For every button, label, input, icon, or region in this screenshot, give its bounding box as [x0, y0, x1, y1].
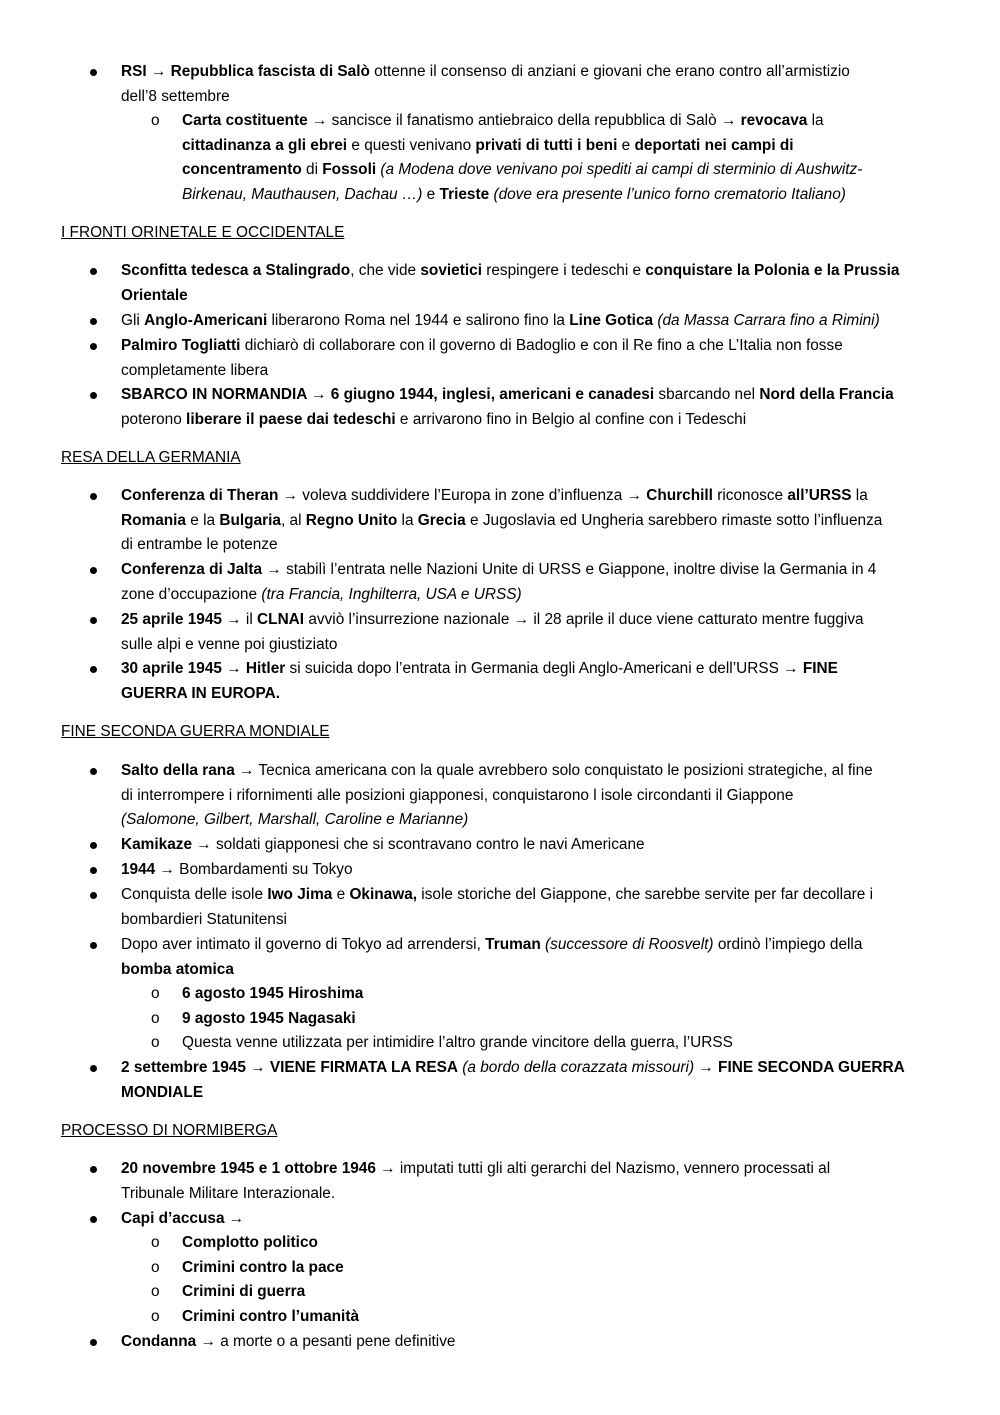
text-line [121, 1059, 905, 1077]
text-run: si suicida dopo l’entrata in Germania degli Anglo-Americani e dell’URSS [285, 660, 784, 677]
text-run: (a bordo della corazzata missouri) [462, 1059, 695, 1076]
text-line [121, 685, 280, 703]
section-heading-text: FINE SECONDA GUERRA MONDIALE [61, 723, 330, 740]
text-run: bombardieri Statunitensi [121, 910, 287, 928]
text-run: Crimini contro la pace [182, 1259, 344, 1276]
section-heading-text: PROCESSO DI NORMIBERGA [61, 1122, 278, 1139]
text-line [121, 1185, 335, 1203]
text-run: (dove era presente l’unico forno crematorio Italiano) [493, 186, 846, 204]
text-run: Anglo-Americani [144, 312, 268, 329]
bullet-marker [90, 343, 97, 350]
text-line [121, 287, 188, 305]
arrow-icon: → [266, 561, 282, 578]
text-line [121, 660, 838, 678]
text-run: Orientale [121, 286, 188, 304]
text-line [182, 1308, 359, 1326]
sub-bullet-marker: o [151, 1308, 160, 1325]
text-line [182, 1259, 344, 1277]
text-line [121, 88, 230, 106]
text-run: all’URSS [787, 487, 852, 504]
text-run: di entrambe le potenze [121, 536, 278, 554]
text-line [182, 186, 846, 204]
text-run: Gli [121, 312, 145, 329]
arrow-icon: → [698, 1059, 714, 1076]
arrow-icon: → [226, 660, 242, 677]
arrow-icon: → [200, 1333, 216, 1350]
text-run: di [301, 161, 323, 179]
text-line [121, 936, 862, 954]
text-run: 6 agosto 1945 Hiroshima [182, 985, 364, 1002]
sub-bullet-marker: o [151, 1234, 160, 1251]
text-run: Repubblica fascista di Salò [166, 63, 370, 80]
text-run: isole storiche del Giappone, che sarebbe servite per far decollare i [417, 886, 874, 903]
bullet-marker [90, 1166, 97, 1173]
text-run: sulle alpi e venne poi giustiziato [121, 635, 338, 653]
bullet-marker [90, 493, 97, 500]
text-run: MONDIALE [121, 1083, 204, 1101]
text-run: Birkenau, Mauthausen, Dachau …) [182, 186, 423, 204]
text-run: FINE SECONDA GUERRA [713, 1059, 905, 1076]
text-run: Bulgaria [219, 511, 281, 529]
text-run: deportati nei campi di [634, 136, 794, 154]
text-run: Trieste [439, 186, 490, 204]
text-run: concentramento [182, 161, 302, 179]
arrow-icon: → [311, 386, 327, 403]
bullet-marker [90, 1216, 97, 1223]
section-heading-text: I FRONTI ORINETALE E OCCIDENTALE [61, 224, 345, 241]
text-run: Sconfitta tedesca a Stalingrado [121, 262, 351, 279]
text-run: SBARCO IN NORMANDIA [121, 386, 312, 403]
arrow-icon: → [159, 861, 175, 878]
text-run: Romania [121, 511, 186, 529]
sub-bullet-marker: o [151, 1010, 160, 1027]
text-run: , al [280, 511, 306, 529]
text-run: 25 aprile 1945 [121, 611, 227, 628]
text-line [182, 1283, 305, 1301]
bullet-marker [90, 318, 97, 325]
text-run: e [422, 186, 440, 204]
arrow-icon: → [513, 611, 530, 628]
arrow-icon: → [380, 1160, 396, 1177]
text-run: imputati tutti gli alti gerarchi del Nazismo, vennero processati al [395, 1160, 831, 1177]
text-run: la [807, 112, 824, 129]
text-run: e la [186, 511, 220, 529]
text-line [121, 911, 287, 929]
text-run: la [397, 511, 418, 529]
text-run: sovietici [420, 262, 482, 279]
text-run: e [617, 136, 635, 154]
text-line [121, 1160, 830, 1178]
arrow-icon: → [228, 1210, 245, 1227]
text-run: 1944 [121, 861, 160, 878]
text-line [121, 586, 522, 604]
text-run: FINE [798, 660, 838, 677]
text-line [121, 811, 468, 829]
text-run: voleva suddividere l’Europa in zone d’influenza [298, 487, 627, 504]
bullet-marker [90, 768, 97, 775]
text-line [121, 836, 645, 854]
bullet-marker [90, 867, 97, 874]
bullet-marker [90, 567, 97, 574]
text-run: soldati giapponesi che si scontravano contro le navi Americane [211, 836, 645, 853]
text-run: , che vide [350, 262, 421, 279]
text-run: Kamikaze [121, 836, 197, 853]
text-run: Condanna [121, 1333, 201, 1350]
text-line [121, 536, 278, 554]
bullet-marker [90, 1339, 97, 1346]
text-run: avviò l’insurrezione nazionale [304, 611, 514, 628]
text-run: 30 aprile 1945 [121, 660, 227, 677]
sub-bullet-marker: o [151, 1259, 160, 1276]
text-line [182, 161, 862, 179]
text-line [121, 787, 793, 805]
text-run: sancisce il fanatismo antiebraico della repubblica di Salò [327, 112, 721, 129]
text-run: cittadinanza a gli ebrei [182, 136, 348, 154]
text-run: (da Massa Carrara fino a Rimini) [657, 312, 880, 329]
text-run: stabilì l’entrata nelle Nazioni Unite di URSS e Giappone, inoltre divise la Germania in 4 [281, 561, 877, 578]
text-run: CLNAI [257, 611, 305, 628]
text-run: dell’8 settembre [121, 87, 230, 105]
text-run: Grecia [417, 511, 466, 529]
text-run: zone d’occupazione [121, 585, 262, 603]
text-run: Truman [485, 936, 541, 953]
text-run: Conquista delle isole [121, 886, 268, 903]
text-line [121, 411, 746, 429]
text-run: il 28 aprile il duce viene catturato mentre fuggiva [529, 611, 864, 628]
text-line [121, 362, 268, 380]
text-line [121, 63, 850, 81]
text-run: e [332, 886, 350, 903]
text-run: (Salomone, Gilbert, Marshall, Caroline e Marianne) [121, 811, 469, 829]
arrow-icon: → [226, 611, 242, 628]
sub-bullet-marker: o [151, 1034, 160, 1051]
text-run: (a Modena dove venivano poi spediti ai campi di sterminio di Aushwitz- [380, 161, 863, 179]
text-run: Conferenza di Theran [121, 487, 283, 504]
text-run: conquistare la Polonia e la Prussia [645, 262, 900, 279]
arrow-icon: → [720, 112, 737, 129]
sub-bullet-marker: o [151, 1283, 160, 1300]
bullet-marker [90, 268, 97, 275]
text-run: (tra Francia, Inghilterra, USA e URSS) [261, 585, 522, 603]
text-run: sbarcando nel [654, 386, 760, 403]
text-line [121, 636, 337, 654]
text-run: Complotto politico [182, 1234, 318, 1251]
text-run: bomba atomica [121, 960, 234, 978]
text-line [182, 985, 363, 1003]
text-run: e Jugoslavia ed Ungheria sarebbero rimaste sotto l’influenza [465, 511, 883, 529]
text-run: Line Gotica [569, 312, 654, 329]
text-run: 6 giugno 1944, inglesi, americani e canadesi [326, 386, 655, 403]
bullet-marker [90, 892, 97, 899]
text-run: Bombardamenti su Tokyo [174, 861, 353, 878]
text-line [121, 961, 234, 979]
text-run: riconosce [712, 487, 788, 504]
bullet-marker [90, 842, 97, 849]
text-run: Hitler [241, 660, 286, 677]
arrow-icon: → [783, 660, 799, 677]
text-run: la [851, 487, 868, 504]
text-run: liberarono Roma nel 1944 e salirono fino la [267, 312, 570, 329]
text-run: Crimini contro l’umanità [182, 1308, 360, 1325]
text-run: e questi venivano [347, 136, 476, 154]
text-run: revocava [740, 112, 808, 129]
arrow-icon: → [196, 836, 212, 853]
arrow-icon: → [239, 762, 255, 779]
text-run: Fossoli [322, 161, 377, 179]
text-run: dichiarò di collaborare con il governo di Badoglio e con il Re fino a che L’Italia non fosse [240, 337, 843, 354]
text-run: poterono [121, 410, 187, 428]
text-line [121, 611, 864, 629]
sub-bullet-marker: o [151, 985, 160, 1002]
arrow-icon: → [626, 487, 642, 504]
text-run: a morte o a pesanti pene definitive [215, 1333, 456, 1350]
text-line [121, 487, 868, 505]
text-run: liberare il paese dai tedeschi [186, 410, 396, 428]
arrow-icon: → [312, 112, 328, 129]
bullet-marker [90, 69, 97, 76]
text-run: di interrompere i rifornimenti alle posizioni giapponesi, conquistarono l isole circondanti il Giappone [121, 786, 794, 804]
arrow-icon: → [150, 63, 167, 80]
text-run: Tribunale Militare Interazionale. [121, 1184, 336, 1202]
text-run: Nord della Francia [759, 386, 894, 403]
text-run: ottenne il consenso di anziani e giovani che erano contro all’armistizio [369, 63, 850, 80]
text-run: Salto della rana [121, 762, 240, 779]
text-run: Crimini di guerra [182, 1283, 306, 1300]
arrow-icon: → [250, 1059, 266, 1076]
text-line [121, 386, 894, 404]
text-line [182, 137, 794, 155]
text-run: Iwo Jima [267, 886, 333, 903]
text-run: completamente libera [121, 361, 269, 379]
text-line [121, 1210, 244, 1228]
text-line [121, 337, 843, 355]
text-line [121, 1333, 455, 1351]
text-line [182, 1034, 733, 1052]
text-run: 2 settembre 1945 [121, 1059, 251, 1076]
text-line [182, 1010, 356, 1028]
text-line [121, 561, 876, 579]
text-run: Churchill [646, 487, 713, 504]
text-run: respingere i tedeschi e [481, 262, 646, 279]
text-run: 9 agosto 1945 Nagasaki [182, 1010, 356, 1027]
text-run: Palmiro Togliatti [121, 337, 241, 354]
text-run: privati di tutti i beni [475, 136, 618, 154]
text-run: ordinò l’impiego della [713, 936, 863, 953]
text-line [121, 312, 880, 330]
text-run: Regno Unito [305, 511, 398, 529]
text-run: Conferenza di Jalta [121, 561, 267, 578]
text-run: Dopo aver intimato il governo di Tokyo ad arrendersi, [121, 936, 486, 953]
text-line [121, 1084, 203, 1102]
text-run: Carta costituente [182, 112, 312, 129]
section-heading-text: RESA DELLA GERMANIA [61, 449, 241, 466]
text-run: VIENE FIRMATA LA RESA [265, 1059, 458, 1076]
text-line [121, 512, 882, 530]
bullet-marker [90, 942, 97, 949]
bullet-marker [90, 392, 97, 399]
text-run: Okinawa, [349, 886, 418, 903]
text-line [182, 1234, 318, 1252]
text-line [121, 762, 873, 780]
text-line [121, 262, 899, 280]
bullet-marker [90, 1065, 97, 1072]
text-line [121, 861, 353, 879]
bullet-marker [90, 666, 97, 673]
text-run: 20 novembre 1945 e 1 ottobre 1946 [121, 1160, 381, 1177]
sub-bullet-marker: o [151, 112, 160, 129]
text-run: Tecnica americana con la quale avrebbero solo conquistato le posizioni strategiche, al fine [254, 762, 873, 779]
text-run: il [241, 611, 258, 628]
text-run: (successore di Roosvelt) [545, 936, 714, 953]
bullet-marker [90, 617, 97, 624]
text-run: Questa venne utilizzata per intimidire l’altro grande vincitore della guerra, l’URSS [182, 1034, 733, 1051]
text-run: Capi d’accusa [121, 1210, 229, 1227]
text-run: GUERRA IN EUROPA. [121, 684, 281, 702]
text-run: RSI [121, 63, 151, 80]
text-run: e arrivarono fino in Belgio al confine con i Tedeschi [395, 410, 747, 428]
text-line [121, 886, 873, 904]
text-line [182, 112, 824, 130]
arrow-icon: → [282, 487, 299, 504]
